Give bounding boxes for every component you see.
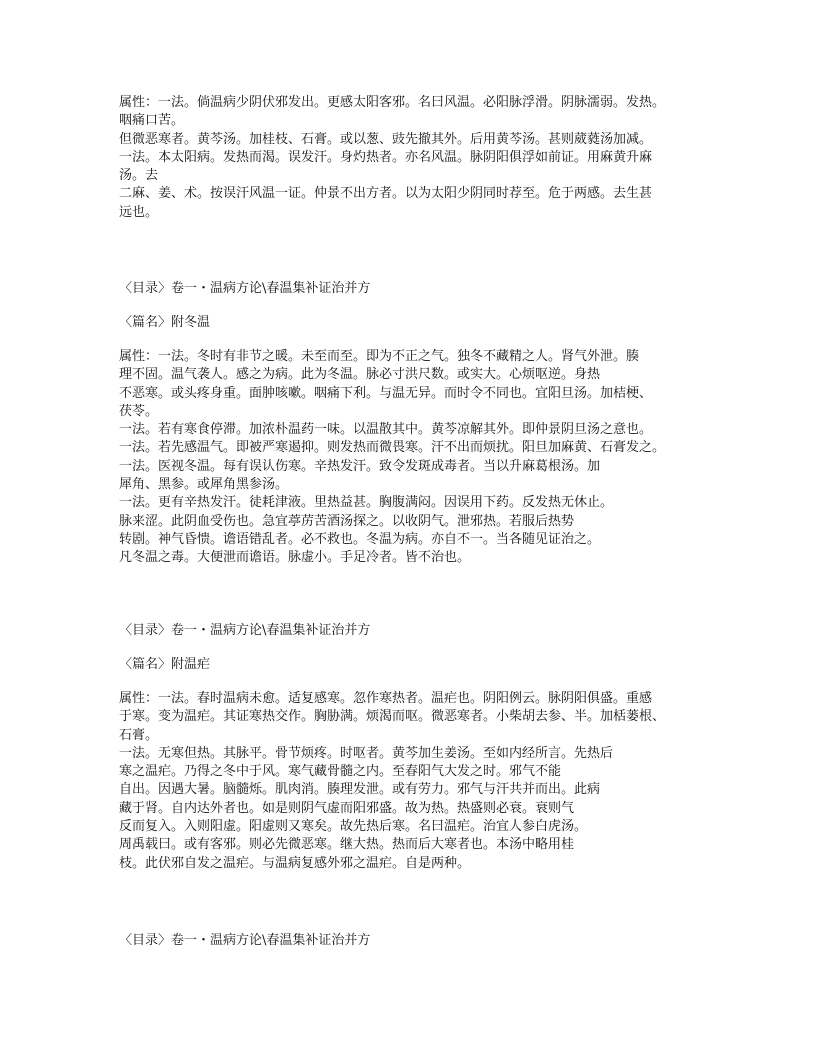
text-line: 属性：一法。春时温病未愈。适复感寒。忽作寒热者。温疟也。阴阳例云。脉阴阳俱盛。重感	[119, 691, 653, 706]
text-line: 属性：一法。冬时有非节之暖。未至而至。即为不正之气。独冬不藏精之人。肾气外泄。腠	[119, 349, 640, 364]
text-line: 一法。若有寒食停滞。加浓朴温药一味。以温散其中。黄芩凉解其外。即仲景阴旦汤之意也。	[119, 422, 653, 438]
text-line: 二麻、姜、术。按误汗风温一证。仲景不出方者。以为太阳少阴同时荐至。危于两感。去生甚	[119, 186, 653, 202]
text-line: 咽痛口苦。	[119, 113, 185, 129]
catalog-heading	[119, 280, 370, 298]
text-line: 〈目录〉卷一・温病方论\春温集补证治并方	[119, 281, 371, 296]
text-line: 〈篇名〉附冬温	[119, 315, 211, 330]
text-line: 〈篇名〉附温疟	[119, 657, 211, 672]
text-line: 脉来涩。此阴血受伤也。急宜葶苈苦酒汤探之。以收阴气。泄邪热。若服后热势	[119, 513, 575, 529]
text-line: 一法。医视冬温。每有误认伤寒。辛热发汗。致令发斑成毒者。当以升麻葛根汤。加	[119, 458, 601, 474]
catalog-heading	[119, 932, 370, 950]
text-line: 藏于肾。自内达外者也。如是则阴气虚而阳邪盛。故为热。热盛则必衰。衰则气	[119, 800, 575, 816]
paragraph-dongwen	[119, 348, 665, 568]
text-line: 一法。若先感温气。即被严寒遏抑。则发热而微畏寒。汗不出而烦扰。阳旦加麻黄、石膏发之。	[119, 440, 666, 456]
paragraph-wennue	[119, 690, 665, 873]
text-line: 汤。去	[119, 168, 159, 184]
text-line: 不恶寒。或头疼身重。面肿咳嗽。咽痛下利。与温无异。而时令不同也。宜阳旦汤。加桔梗、	[119, 385, 653, 401]
text-line: 理不固。温气袭人。感之为病。此为冬温。脉必寸洪尺数。或实大。心烦呕逆。身热	[119, 367, 601, 383]
text-line: 茯苓。	[119, 403, 159, 419]
text-line: 一法。更有辛热发汗。徒耗津液。里热益甚。胸腹满闷。因误用下药。反发热无休止。	[119, 495, 614, 511]
text-line: 自出。因遇大暑。脑髓烁。肌肉消。腠理发泄。或有劳力。邪气与汗共并而出。此病	[119, 782, 601, 798]
chapter-title-dongwen	[119, 314, 210, 332]
text-line: 远也。	[119, 204, 159, 220]
text-line: 转剧。神气昏愦。谵语错乱者。必不救也。冬温为病。亦自不一。当各随见证治之。	[119, 531, 601, 547]
text-line: 寒之温疟。乃得之冬中于风。寒气藏骨髓之内。至春阳气大发之时。邪气不能	[119, 764, 562, 780]
text-line: 〈目录〉卷一・温病方论\春温集补证治并方	[119, 933, 371, 948]
text-line: 但微恶寒者。黄芩汤。加桂枝、石膏。或以葱、豉先撤其外。后用黄芩汤。甚则葳蕤汤加减。	[119, 131, 653, 147]
text-line: 枝。此伏邪自发之温疟。与温病复感外邪之温疟。自是两种。	[119, 855, 471, 871]
chapter-title-wennue	[119, 656, 210, 674]
text-line: 反而复入。入则阳虚。阳虚则又寒矣。故先热后寒。名曰温疟。治宜人参白虎汤。	[119, 819, 588, 835]
text-line: 属性：一法。倘温病少阴伏邪发出。更感太阳客邪。名曰风温。必阳脉浮滑。阴脉濡弱。发热。	[119, 95, 666, 110]
text-line: 犀角、黑参。或犀角黑参汤。	[119, 477, 289, 493]
text-line: 凡冬温之毒。大便泄而谵语。脉虚小。手足冷者。皆不治也。	[119, 550, 471, 566]
text-line: 一法。本太阳病。发热而渴。误发汗。身灼热者。亦名风温。脉阴阳俱浮如前证。用麻黄升麻	[119, 149, 653, 165]
text-line: 一法。无寒但热。其脉平。骨节烦疼。时呕者。黄芩加生姜汤。至如内经所言。先热后	[119, 745, 614, 761]
paragraph-fengwen	[119, 94, 665, 222]
text-line: 〈目录〉卷一・温病方论\春温集补证治并方	[119, 623, 371, 638]
catalog-heading	[119, 622, 370, 640]
text-line: 石膏。	[119, 727, 159, 743]
text-line: 周禹载曰。或有客邪。则必先微恶寒。继大热。热而后大寒者也。本汤中略用桂	[119, 837, 575, 853]
text-line: 于寒。变为温疟。其证寒热交作。胸胁满。烦渴而呕。微恶寒者。小柴胡去参、半。加栝蒌根、	[119, 709, 666, 725]
